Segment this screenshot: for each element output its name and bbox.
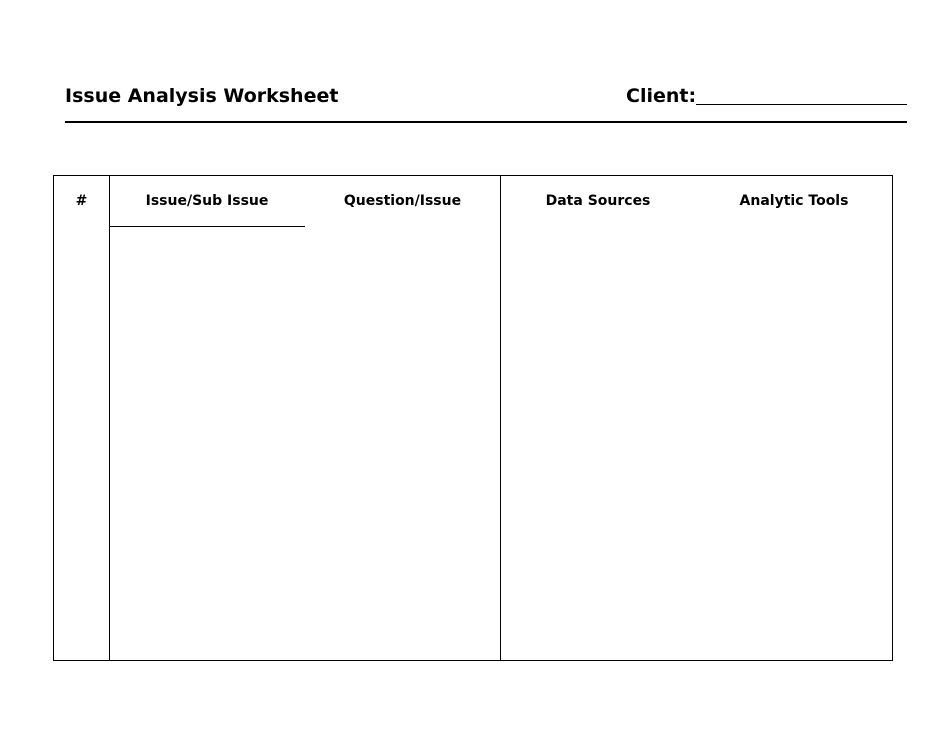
issue-header-underline: [109, 226, 305, 227]
column-divider-middle: [500, 176, 501, 660]
column-divider-number: [109, 176, 110, 660]
worksheet-title: Issue Analysis Worksheet: [65, 85, 339, 107]
client-field-group: [626, 85, 907, 107]
client-input-line[interactable]: [696, 86, 907, 105]
column-header-number: #: [75, 193, 88, 209]
header-divider: [65, 121, 907, 123]
worksheet-table: [53, 175, 893, 661]
column-header-question-issue: Question/Issue: [343, 193, 462, 209]
column-header-analytic-tools: Analytic Tools: [739, 193, 849, 209]
column-header-issue-sub-issue: Issue/Sub Issue: [145, 193, 269, 209]
column-header-data-sources: Data Sources: [545, 193, 651, 209]
client-label: Client:: [626, 85, 697, 107]
